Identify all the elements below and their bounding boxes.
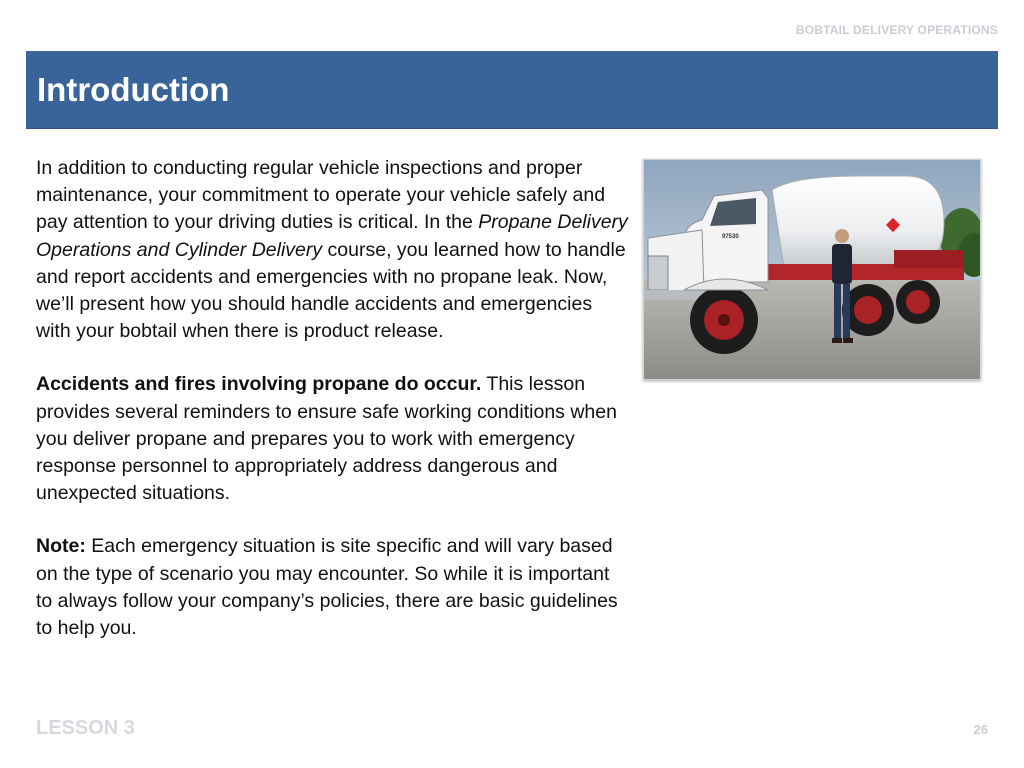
paragraph-accidents <box>36 371 628 507</box>
accidents-bold-lead: Accidents and fires involving propane do occur. <box>36 373 482 396</box>
note-text: Each emergency situation is site specific and will vary based on the type of scenario you may encounter. So while it is important to always follow your company’s policies, there are basic guidelines to help you. <box>36 535 618 640</box>
body-text <box>36 155 628 668</box>
course-title: BOBTAIL DELIVERY OPERATIONS <box>795 23 998 37</box>
bobtail-truck-illustration <box>644 160 980 379</box>
note-bold-lead: Note: <box>36 535 86 558</box>
course-name-reference: Propane Delivery Operations and Cylinder Delivery <box>36 211 628 261</box>
truck-number-label: 97530 <box>722 234 739 240</box>
paragraph-intro <box>36 155 628 345</box>
bobtail-truck-photo <box>643 159 981 380</box>
paragraph-note <box>36 533 628 642</box>
title-bar <box>26 51 998 129</box>
page-number: 26 <box>973 722 988 737</box>
slide-title: Introduction <box>37 71 230 108</box>
paragraph-intro-part2: course, you learned how to handle and report accidents and emergencies with no propane leak. Now, we’ll present how you should handle accidents and emergencies with your bobtail when there is product release. <box>36 238 626 343</box>
paragraph-intro-part1: In addition to conducting regular vehicle inspections and proper maintenance, your commitment to operate your vehicle safely and pay attention to your driving duties is critical. In the <box>36 157 606 234</box>
accidents-text: This lesson provides several reminders to ensure safe working conditions when you deliver propane and prepares you to work with emergency response personnel to appropriately address dangerous and unexpected situations. <box>36 373 617 505</box>
lesson-label: LESSON 3 <box>36 717 135 739</box>
